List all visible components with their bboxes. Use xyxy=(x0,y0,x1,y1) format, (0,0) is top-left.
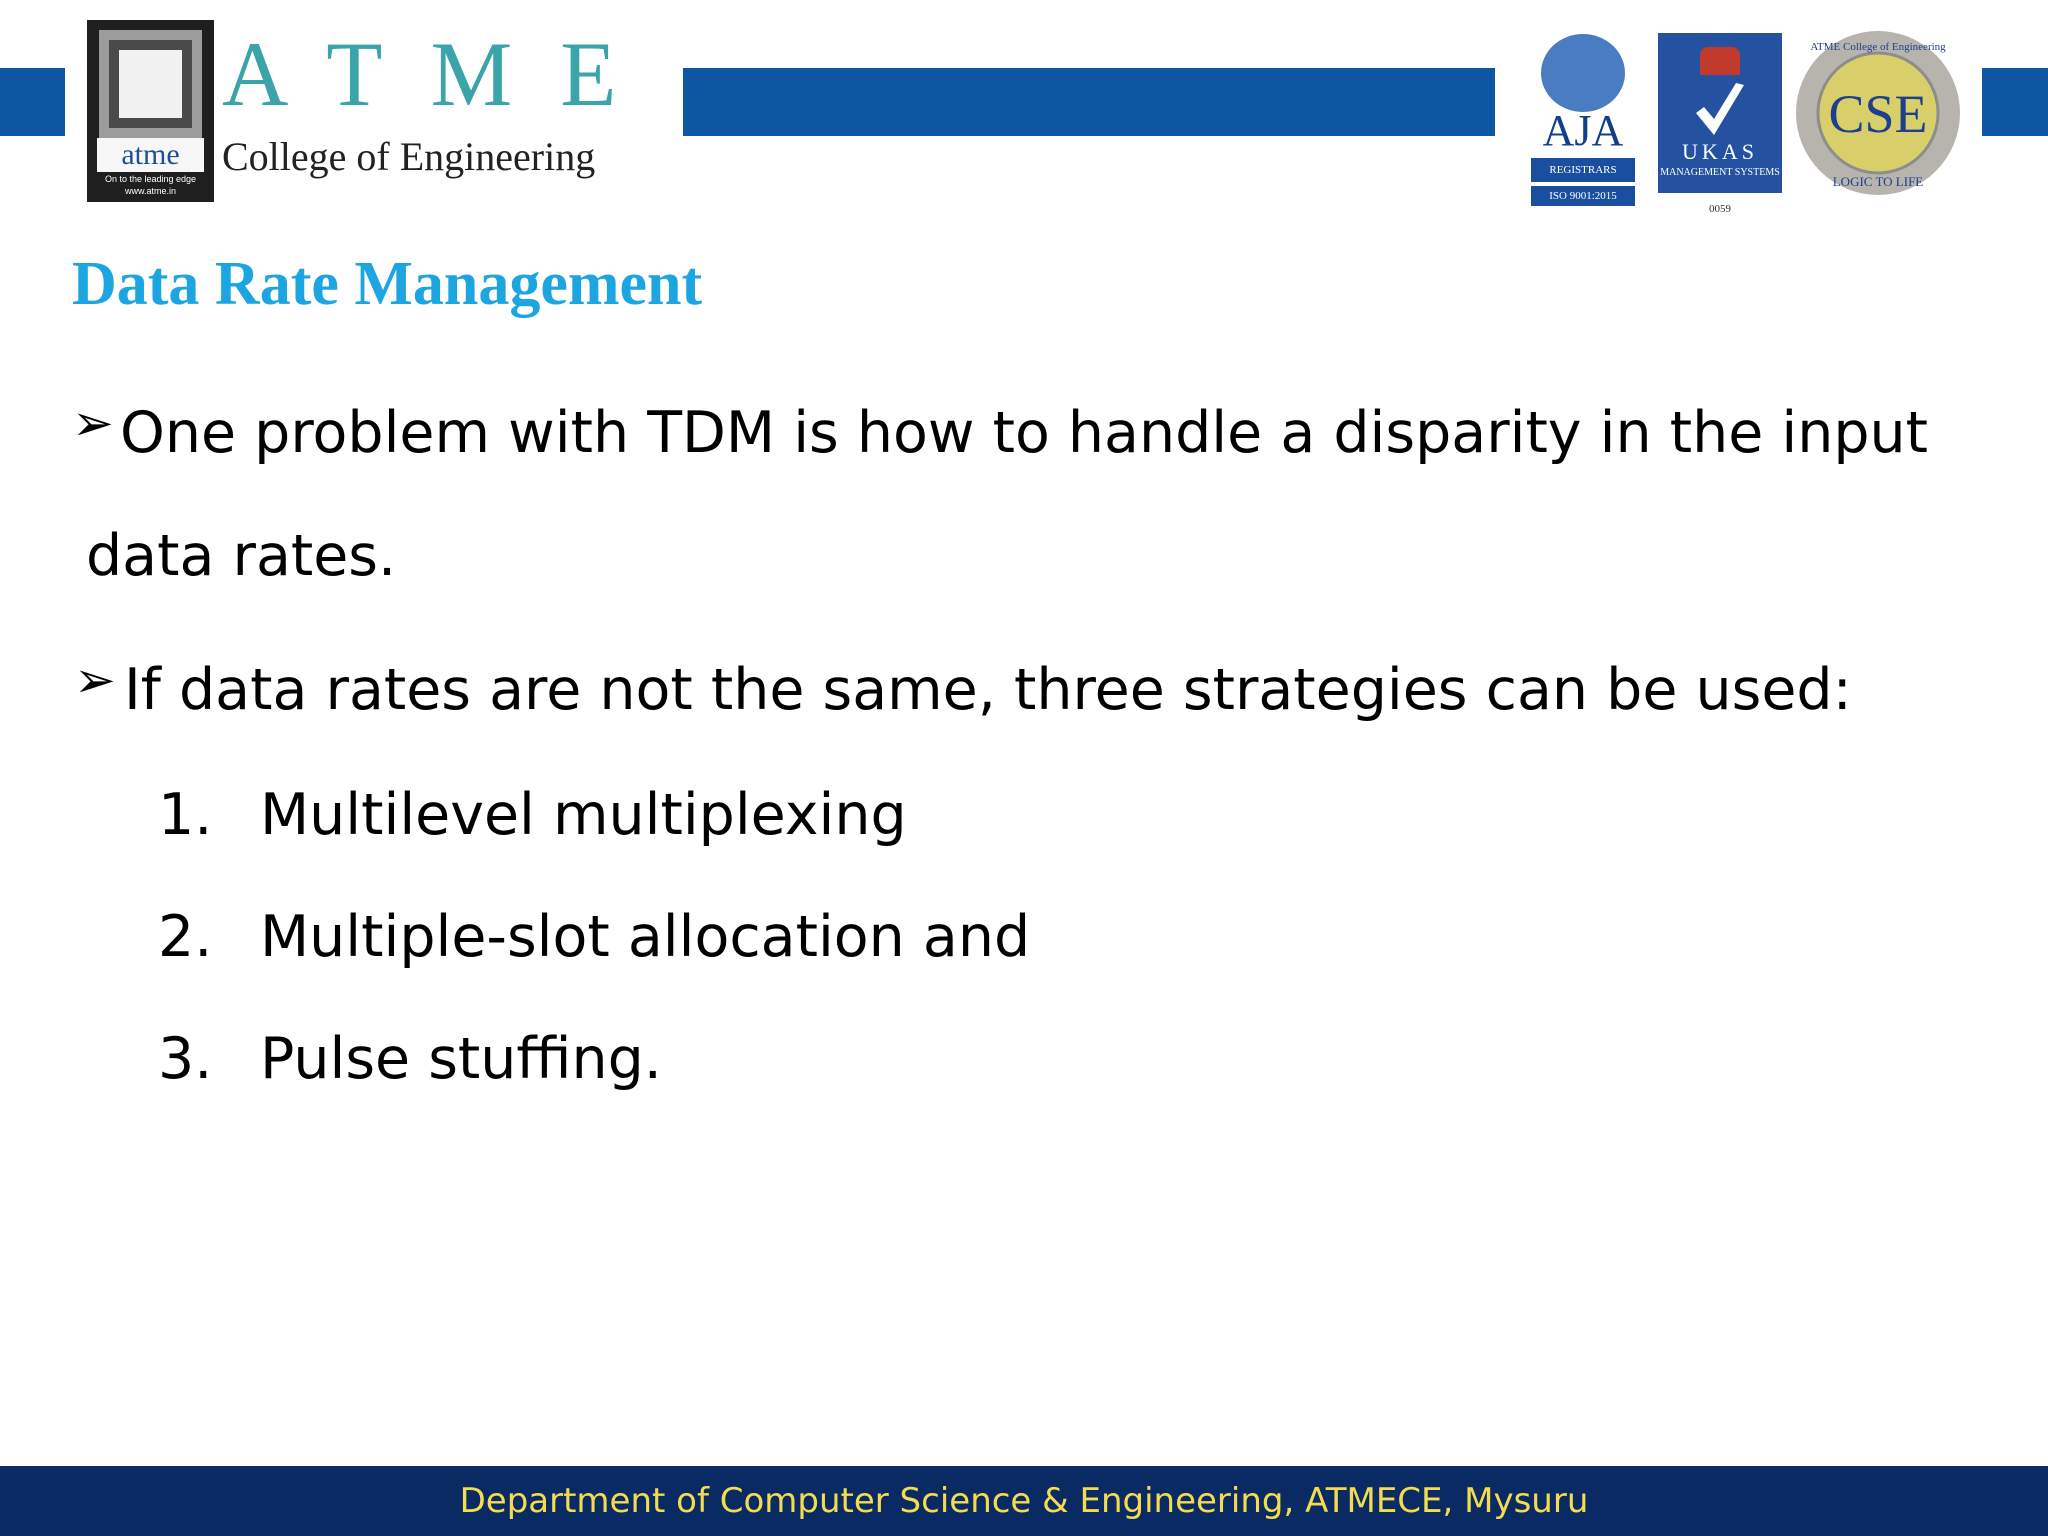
atme-logo-frame xyxy=(99,30,202,138)
atme-logo xyxy=(87,20,214,202)
arrow-bullet-icon: ➢ xyxy=(72,394,114,452)
college-name: College of Engineering xyxy=(222,134,596,179)
header-band-right xyxy=(1982,68,2048,136)
footer-bar xyxy=(0,1466,2048,1536)
atme-tagline: On to the leading edge xyxy=(104,174,197,184)
svg-text:LOGIC TO LIFE: LOGIC TO LIFE xyxy=(1832,174,1924,189)
globe-icon xyxy=(1541,34,1625,112)
checkmark-icon xyxy=(1692,79,1748,143)
atme-wordmark: ATME xyxy=(222,23,665,125)
atme-badge: atme xyxy=(97,138,204,172)
slide-title: Data Rate Management xyxy=(72,250,703,318)
footer-text: Department of Computer Science & Engineering, ATMECE, Mysuru xyxy=(459,1481,1589,1521)
arrow-bullet-icon: ➢ xyxy=(74,651,116,709)
svg-text:CSE: CSE xyxy=(1828,84,1928,144)
svg-text:ATME College of Engineering: ATME College of Engineering xyxy=(1810,41,1946,53)
ukas-logo: UKAS MANAGEMENT SYSTEMS xyxy=(1658,33,1782,193)
atme-website: www.atme.in xyxy=(124,186,177,196)
cse-department-logo xyxy=(1793,28,1963,198)
ukas-number: 0059 xyxy=(1709,203,1731,215)
aja-registrars-logo: AJA REGISTRARS ISO 9001:2015 xyxy=(1527,32,1639,208)
header-band-left xyxy=(0,68,65,136)
header-band-middle xyxy=(683,68,1495,136)
crown-icon xyxy=(1700,47,1740,75)
